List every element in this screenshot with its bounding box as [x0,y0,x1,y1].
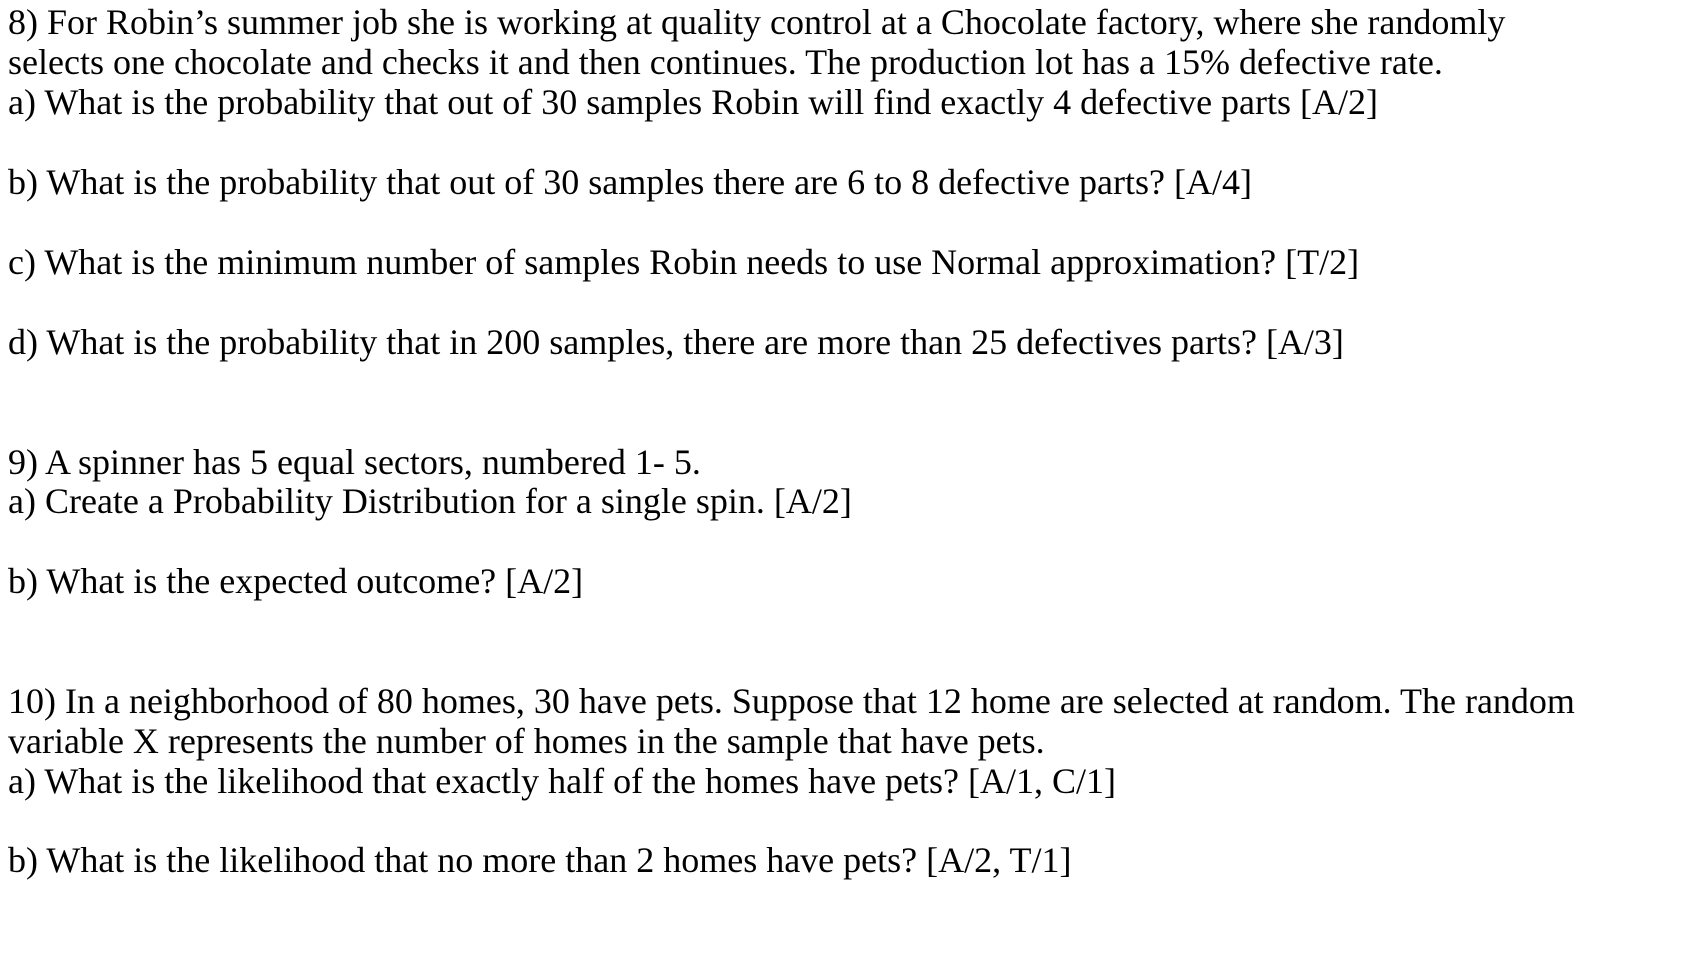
q10-intro-line1: 10) In a neighborhood of 80 homes, 30 have pets. Suppose that 12 home are selected at random. The random [8,681,1575,721]
q9-intro: 9) A spinner has 5 equal sectors, numbered 1- 5. [8,442,701,482]
q8-part-d: d) What is the probability that in 200 samples, there are more than 25 defectives parts? [A/3] [8,322,1344,362]
q8-part-a: a) What is the probability that out of 30 samples Robin will find exactly 4 defective parts [A/2] [8,82,1379,122]
q10-part-a: a) What is the likelihood that exactly half of the homes have pets? [A/1, C/1] [8,761,1117,801]
q9-part-a: a) Create a Probability Distribution for a single spin. [A/2] [8,481,852,521]
q8-intro-line2: selects one chocolate and checks it and then continues. The production lot has a 15% defective rate. [8,42,1443,82]
q10-part-b: b) What is the likelihood that no more than 2 homes have pets? [A/2, T/1] [8,840,1072,880]
q9-part-b: b) What is the expected outcome? [A/2] [8,561,584,601]
q8-part-c: c) What is the minimum number of samples Robin needs to use Normal approximation? [T/2] [8,242,1360,282]
q10-intro-line2: variable X represents the number of homes in the sample that have pets. [8,721,1045,761]
q8-part-b: b) What is the probability that out of 30 samples there are 6 to 8 defective parts? [A/4] [8,162,1252,202]
q8-intro-line1: 8) For Robin’s summer job she is working at quality control at a Chocolate factory, where she randomly [8,2,1506,42]
